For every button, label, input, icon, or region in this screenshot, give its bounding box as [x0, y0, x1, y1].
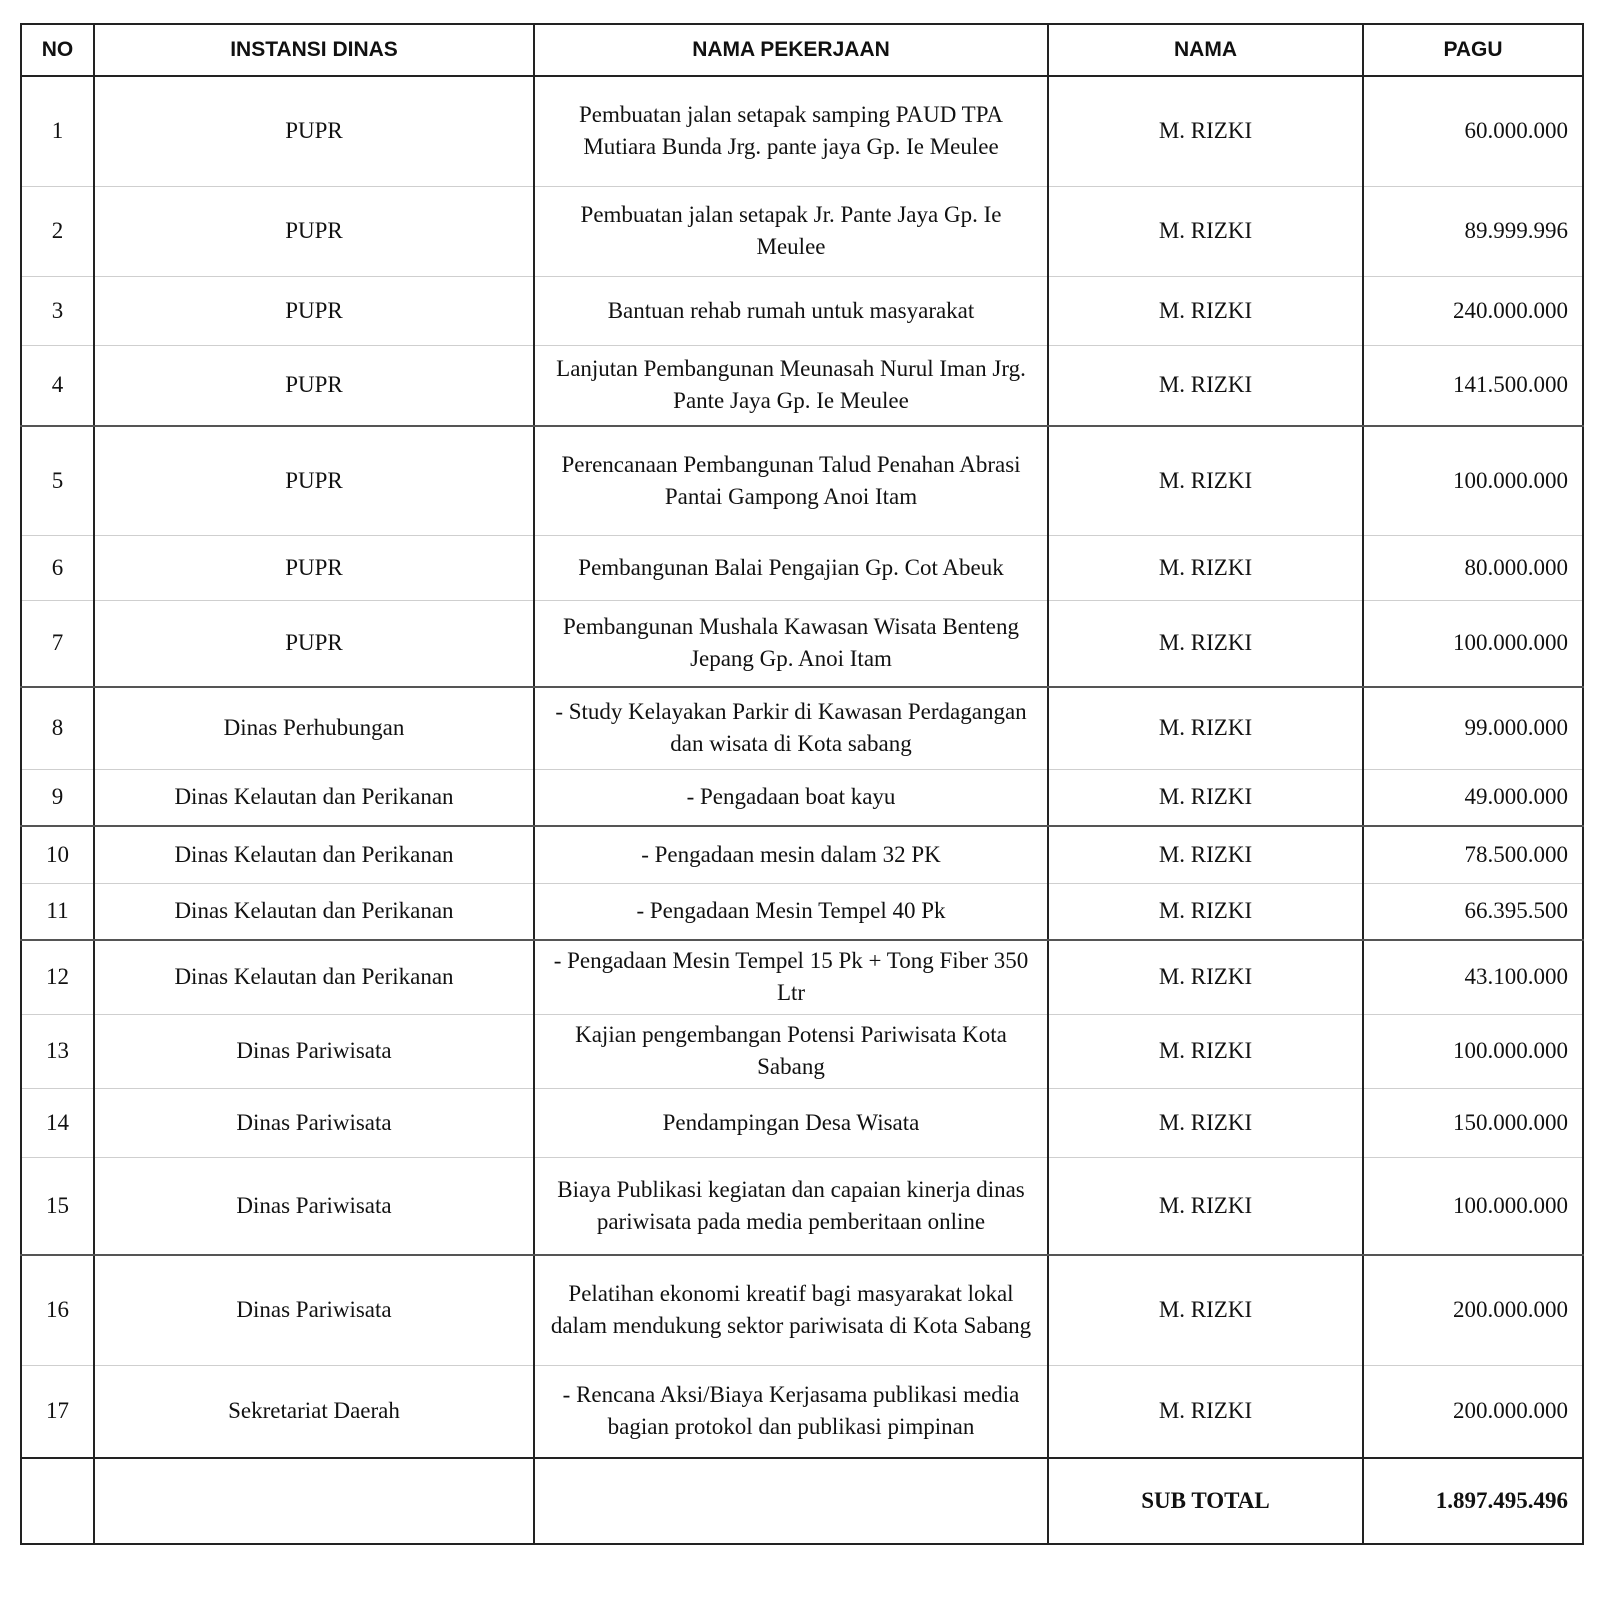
table-row — [21, 1157, 1583, 1255]
cell-pagu: 60.000.000 — [1363, 76, 1583, 186]
subtotal-value: 1.897.495.496 — [1363, 1458, 1583, 1544]
cell-pekerjaan: - Pengadaan Mesin Tempel 15 Pk + Tong Fiber 350 Ltr — [534, 940, 1048, 1014]
cell-instansi: Dinas Kelautan dan Perikanan — [94, 883, 534, 940]
table-row — [21, 1255, 1583, 1365]
subtotal-label: SUB TOTAL — [1048, 1458, 1363, 1544]
cell-pekerjaan: Pembuatan jalan setapak samping PAUD TPA Mutiara Bunda Jrg. pante jaya Gp. Ie Meulee — [534, 76, 1048, 186]
cell-no: 6 — [21, 535, 94, 600]
cell-pagu: 100.000.000 — [1363, 1157, 1583, 1255]
cell-pekerjaan: - Rencana Aksi/Biaya Kerjasama publikasi media bagian protokol dan publikasi pimpinan — [534, 1365, 1048, 1458]
cell-instansi: Dinas Pariwisata — [94, 1255, 534, 1365]
budget-table — [20, 23, 1584, 1545]
cell-no: 7 — [21, 600, 94, 687]
cell-instansi: PUPR — [94, 276, 534, 345]
cell-pekerjaan: Pembangunan Mushala Kawasan Wisata Benteng Jepang Gp. Anoi Itam — [534, 600, 1048, 687]
header-pagu: PAGU — [1363, 24, 1583, 76]
cell-nama: M. RIZKI — [1048, 600, 1363, 687]
cell-pagu: 43.100.000 — [1363, 940, 1583, 1014]
cell-pekerjaan: Biaya Publikasi kegiatan dan capaian kinerja dinas pariwisata pada media pemberitaan online — [534, 1157, 1048, 1255]
cell-nama: M. RIZKI — [1048, 1157, 1363, 1255]
cell-pagu: 89.999.996 — [1363, 186, 1583, 276]
cell-pagu: 78.500.000 — [1363, 826, 1583, 883]
cell-instansi: Dinas Pariwisata — [94, 1088, 534, 1157]
cell-instansi: Dinas Pariwisata — [94, 1157, 534, 1255]
cell-nama: M. RIZKI — [1048, 345, 1363, 426]
cell-pagu: 100.000.000 — [1363, 1014, 1583, 1088]
table-row — [21, 76, 1583, 186]
cell-pekerjaan: Bantuan rehab rumah untuk masyarakat — [534, 276, 1048, 345]
cell-pagu: 100.000.000 — [1363, 426, 1583, 535]
cell-pagu: 49.000.000 — [1363, 769, 1583, 826]
table-row — [21, 600, 1583, 687]
table-row — [21, 345, 1583, 426]
table-row — [21, 769, 1583, 826]
cell-no: 5 — [21, 426, 94, 535]
cell-instansi: Dinas Kelautan dan Perikanan — [94, 826, 534, 883]
cell-nama: M. RIZKI — [1048, 1014, 1363, 1088]
cell-no: 12 — [21, 940, 94, 1014]
table-row — [21, 276, 1583, 345]
cell-pagu: 100.000.000 — [1363, 600, 1583, 687]
cell-no: 17 — [21, 1365, 94, 1458]
header-pekerjaan: NAMA PEKERJAAN — [534, 24, 1048, 76]
cell-pagu: 141.500.000 — [1363, 345, 1583, 426]
table-row — [21, 1365, 1583, 1458]
cell-nama: M. RIZKI — [1048, 769, 1363, 826]
cell-nama: M. RIZKI — [1048, 76, 1363, 186]
cell-nama: M. RIZKI — [1048, 1088, 1363, 1157]
table-row — [21, 426, 1583, 535]
table-row — [21, 687, 1583, 769]
cell-nama: M. RIZKI — [1048, 883, 1363, 940]
cell-instansi: PUPR — [94, 535, 534, 600]
table-row — [21, 826, 1583, 883]
cell-nama: M. RIZKI — [1048, 276, 1363, 345]
table-row — [21, 1014, 1583, 1088]
cell-pagu: 150.000.000 — [1363, 1088, 1583, 1157]
cell-instansi: PUPR — [94, 426, 534, 535]
cell-pekerjaan: - Pengadaan Mesin Tempel 40 Pk — [534, 883, 1048, 940]
cell-no: 15 — [21, 1157, 94, 1255]
table-row — [21, 535, 1583, 600]
cell-no: 8 — [21, 687, 94, 769]
cell-no: 11 — [21, 883, 94, 940]
cell-no: 1 — [21, 76, 94, 186]
cell-pekerjaan: - Pengadaan boat kayu — [534, 769, 1048, 826]
cell-instansi: PUPR — [94, 76, 534, 186]
cell-instansi: PUPR — [94, 186, 534, 276]
cell-nama: M. RIZKI — [1048, 826, 1363, 883]
cell-nama: M. RIZKI — [1048, 1365, 1363, 1458]
cell-pekerjaan: Kajian pengembangan Potensi Pariwisata Kota Sabang — [534, 1014, 1048, 1088]
cell-pekerjaan: - Study Kelayakan Parkir di Kawasan Perdagangan dan wisata di Kota sabang — [534, 687, 1048, 769]
cell-nama: M. RIZKI — [1048, 687, 1363, 769]
cell-nama: M. RIZKI — [1048, 1255, 1363, 1365]
table-row — [21, 1088, 1583, 1157]
header-no: NO — [21, 24, 94, 76]
cell-instansi: Dinas Kelautan dan Perikanan — [94, 769, 534, 826]
cell-pagu: 240.000.000 — [1363, 276, 1583, 345]
cell-no: 9 — [21, 769, 94, 826]
cell-pekerjaan: Perencanaan Pembangunan Talud Penahan Abrasi Pantai Gampong Anoi Itam — [534, 426, 1048, 535]
cell-nama: M. RIZKI — [1048, 940, 1363, 1014]
cell-instansi: Dinas Kelautan dan Perikanan — [94, 940, 534, 1014]
subtotal-empty-pekerjaan — [534, 1458, 1048, 1544]
cell-pekerjaan: Pembuatan jalan setapak Jr. Pante Jaya Gp. Ie Meulee — [534, 186, 1048, 276]
table-row — [21, 883, 1583, 940]
cell-nama: M. RIZKI — [1048, 426, 1363, 535]
cell-pagu: 66.395.500 — [1363, 883, 1583, 940]
cell-pekerjaan: Pembangunan Balai Pengajian Gp. Cot Abeuk — [534, 535, 1048, 600]
cell-no: 10 — [21, 826, 94, 883]
cell-instansi: Dinas Perhubungan — [94, 687, 534, 769]
subtotal-row — [21, 1458, 1583, 1544]
subtotal-empty-no — [21, 1458, 94, 1544]
cell-pekerjaan: - Pengadaan mesin dalam 32 PK — [534, 826, 1048, 883]
cell-pagu: 200.000.000 — [1363, 1255, 1583, 1365]
header-nama: NAMA — [1048, 24, 1363, 76]
cell-nama: M. RIZKI — [1048, 186, 1363, 276]
cell-no: 2 — [21, 186, 94, 276]
cell-no: 14 — [21, 1088, 94, 1157]
header-instansi: INSTANSI DINAS — [94, 24, 534, 76]
cell-pagu: 80.000.000 — [1363, 535, 1583, 600]
cell-nama: M. RIZKI — [1048, 535, 1363, 600]
cell-no: 4 — [21, 345, 94, 426]
cell-pekerjaan: Pendampingan Desa Wisata — [534, 1088, 1048, 1157]
subtotal-empty-instansi — [94, 1458, 534, 1544]
cell-instansi: PUPR — [94, 600, 534, 687]
cell-pagu: 99.000.000 — [1363, 687, 1583, 769]
cell-no: 3 — [21, 276, 94, 345]
table-row — [21, 940, 1583, 1014]
table-row — [21, 186, 1583, 276]
cell-instansi: Sekretariat Daerah — [94, 1365, 534, 1458]
cell-no: 13 — [21, 1014, 94, 1088]
cell-pekerjaan: Pelatihan ekonomi kreatif bagi masyarakat lokal dalam mendukung sektor pariwisata di Kota Sabang — [534, 1255, 1048, 1365]
header-row — [21, 24, 1583, 76]
cell-instansi: PUPR — [94, 345, 534, 426]
cell-instansi: Dinas Pariwisata — [94, 1014, 534, 1088]
cell-pekerjaan: Lanjutan Pembangunan Meunasah Nurul Iman Jrg. Pante Jaya Gp. Ie Meulee — [534, 345, 1048, 426]
cell-pagu: 200.000.000 — [1363, 1365, 1583, 1458]
cell-no: 16 — [21, 1255, 94, 1365]
